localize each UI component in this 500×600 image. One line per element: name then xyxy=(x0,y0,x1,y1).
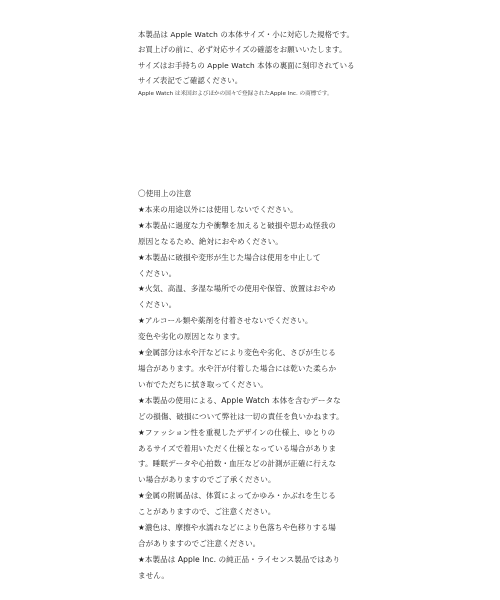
caution-line: ★アルコール類や薬剤を付着させないでください。 xyxy=(138,316,313,326)
trademark-notice: Apple Watch は米国およびほかの国々で登録されたApple Inc. の商標です。 xyxy=(138,91,333,97)
caution-line: ★本製品に過度な力や衝撃を加えると破損や思わぬ怪我の xyxy=(138,220,336,230)
caution-line: 変色や劣化の原因となります。 xyxy=(138,332,245,342)
caution-line: す。睡眠データや心拍数・血圧などの計測が正確に行えな xyxy=(138,459,337,469)
caution-line: ください。 xyxy=(138,300,177,310)
size-notice-line: 本製品は Apple Watch の本体サイズ・小に対応した規格です。 xyxy=(138,30,355,39)
caution-line: ★金属部分は水や汗などにより変色や劣化、さびが生じる xyxy=(138,348,336,358)
caution-line: ★火気、高温、多湿な場所での使用や保管、放置はおやめ xyxy=(138,284,336,294)
size-notice-line: お買上げの前に、必ず対応サイズの確認をお願いいたします。 xyxy=(138,45,347,55)
caution-line: ★本来の用途以外には使用しないでください。 xyxy=(138,204,298,214)
caution-line: ください。 xyxy=(138,268,177,278)
caution-line: 場合があります。水や汗が付着した場合には乾いた柔らか xyxy=(138,363,337,373)
caution-line: あるサイズで着用いただく仕様となっている場合がありま xyxy=(138,443,337,453)
cautions-heading: 〇使用上の注意 xyxy=(138,189,192,198)
caution-line: い場合がありますのでご了承ください。 xyxy=(138,475,276,485)
caution-line: ★本製品は Apple Inc. の純正品・ライセンス製品ではあり xyxy=(138,554,341,564)
caution-line: 原因となるため、絶対におやめください。 xyxy=(138,236,283,246)
caution-line: 合がありますのでご注意ください。 xyxy=(138,538,261,548)
caution-line: どの損傷、破損について弊社は一切の責任を負いかねます。 xyxy=(138,411,344,421)
caution-line: ★金属の附属品は、体質によってかゆみ・かぶれを生じる xyxy=(138,491,336,501)
size-notice-line: サイズ表記でご確認ください。 xyxy=(138,76,243,86)
caution-line: ません。 xyxy=(138,570,170,580)
caution-line: ★濃色は、摩擦や水濡れなどにより色落ちや色移りする場 xyxy=(138,523,336,533)
size-notice-line: サイズはお手持ちの Apple Watch 本体の裏面に刻印されている xyxy=(138,60,355,70)
caution-line: ★ファッション性を重視したデザインの仕様上、ゆとりの xyxy=(138,427,336,437)
usage-cautions xyxy=(138,186,488,584)
caution-line: ★本製品に破損や変形が生じた場合は使用を中止して xyxy=(138,252,321,262)
caution-line: ★本製品の使用による、Apple Watch 本体を含むデータな xyxy=(138,395,341,405)
caution-line: い布でただちに拭き取ってください。 xyxy=(138,379,268,389)
size-notice xyxy=(138,27,488,89)
caution-line: ことがありますので、ご注意ください。 xyxy=(138,507,276,517)
